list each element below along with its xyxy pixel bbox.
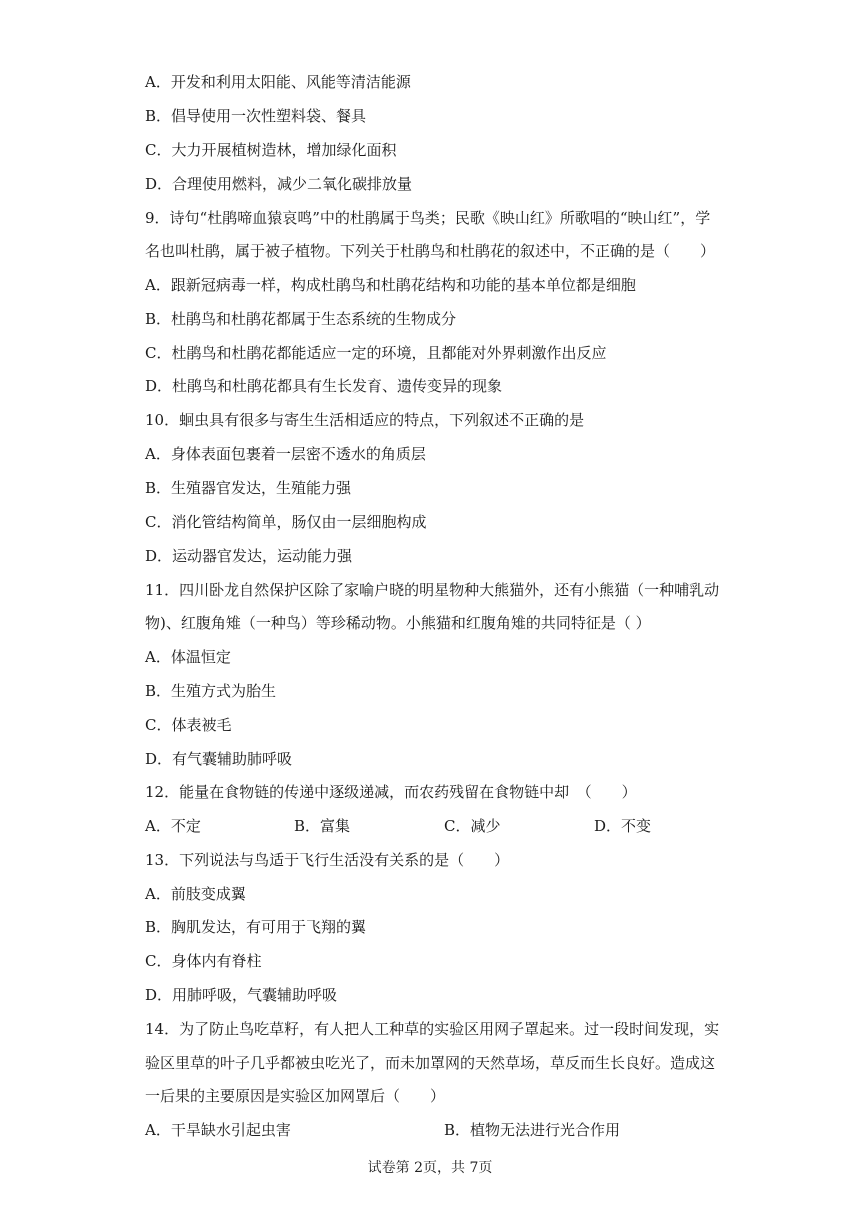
q8-option-b: B．倡导使用一次性塑料袋、餐具 [145,107,367,125]
q13-option-a: A．前肢变成翼 [145,885,246,903]
page-footer: 试卷第 2页，共 7页 [367,1160,493,1176]
q12-option-c: C．减少 [444,817,501,835]
q13-stem: 13．下列说法与鸟适于飞行生活没有关系的是（ ） [145,851,510,869]
q12-option-d: D．不变 [594,817,652,835]
q13-option-c: C．身体内有脊柱 [145,952,262,970]
q10-option-c: C．消化管结构简单，肠仅由一层细胞构成 [145,513,427,531]
q14-stem-line2: 验区里草的叶子几乎都被虫吃光了，而未加罩网的天然草场，草反而生长良好。造成这 [145,1054,716,1072]
q9-option-d: D．杜鹃鸟和杜鹃花都具有生长发育、遗传变异的现象 [145,377,503,395]
q8-option-c: C．大力开展植树造林，增加绿化面积 [145,141,397,159]
q12-option-b: B．富集 [294,817,351,835]
q9-stem-line2: 名也叫杜鹃，属于被子植物。下列关于杜鹃鸟和杜鹃花的叙述中，不正确的是（ ） [145,242,716,260]
q14-stem-line3: 一后果的主要原因是实验区加网罩后（ ） [145,1087,446,1105]
q13-option-d: D．用肺呼吸，气囊辅助呼吸 [145,986,338,1004]
q14-stem-line1: 14．为了防止鸟吃草籽，有人把人工种草的实验区用网子罩起来。过一段时间发现，实 [145,1020,720,1038]
q11-option-a: A．体温恒定 [145,648,231,666]
q11-option-d: D．有气囊辅助肺呼吸 [145,750,293,768]
q8-option-d: D．合理使用燃料，减少二氧化碳排放量 [145,175,413,193]
q10-option-d: D．运动器官发达，运动能力强 [145,547,353,565]
q9-stem-line1: 9．诗句“杜鹃啼血猿哀鸣”中的杜鹃属于鸟类；民歌《映山红》所歌唱的“映山红”，学 [145,209,711,227]
q9-option-c: C．杜鹃鸟和杜鹃花都能适应一定的环境，且都能对外界刺激作出反应 [145,344,607,362]
q10-option-a: A．身体表面包裹着一层密不透水的角质层 [145,445,426,463]
q9-option-a: A．跟新冠病毒一样，构成杜鹃鸟和杜鹃花结构和功能的基本单位都是细胞 [145,276,636,294]
q8-option-a: A．开发和利用太阳能、风能等清洁能源 [145,73,411,91]
q14-option-b: B．植物无法进行光合作用 [444,1121,621,1139]
q10-option-b: B．生殖器官发达，生殖能力强 [145,479,352,497]
q11-stem-line1: 11．四川卧龙自然保护区除了家喻户晓的明星物种大熊猫外，还有小熊猫（一种哺乳动 [145,581,720,599]
q12-stem: 12．能量在食物链的传递中逐级递减，而农药残留在食物链中却 （ ） [145,783,637,801]
q10-stem: 10．蛔虫具有很多与寄生生活相适应的特点，下列叙述不正确的是 [145,411,585,429]
q14-option-a: A．干旱缺水引起虫害 [145,1121,291,1139]
q9-option-b: B．杜鹃鸟和杜鹃花都属于生态系统的生物成分 [145,310,457,328]
q13-option-b: B．胸肌发达，有可用于飞翔的翼 [145,918,367,936]
q11-option-c: C．体表被毛 [145,716,232,734]
q11-stem-line2: 物)、红腹角雉（一种鸟）等珍稀动物。小熊猫和红腹角雉的共同特征是（ ） [145,614,651,632]
q11-option-b: B．生殖方式为胎生 [145,682,277,700]
q12-option-a: A．不定 [145,817,201,835]
